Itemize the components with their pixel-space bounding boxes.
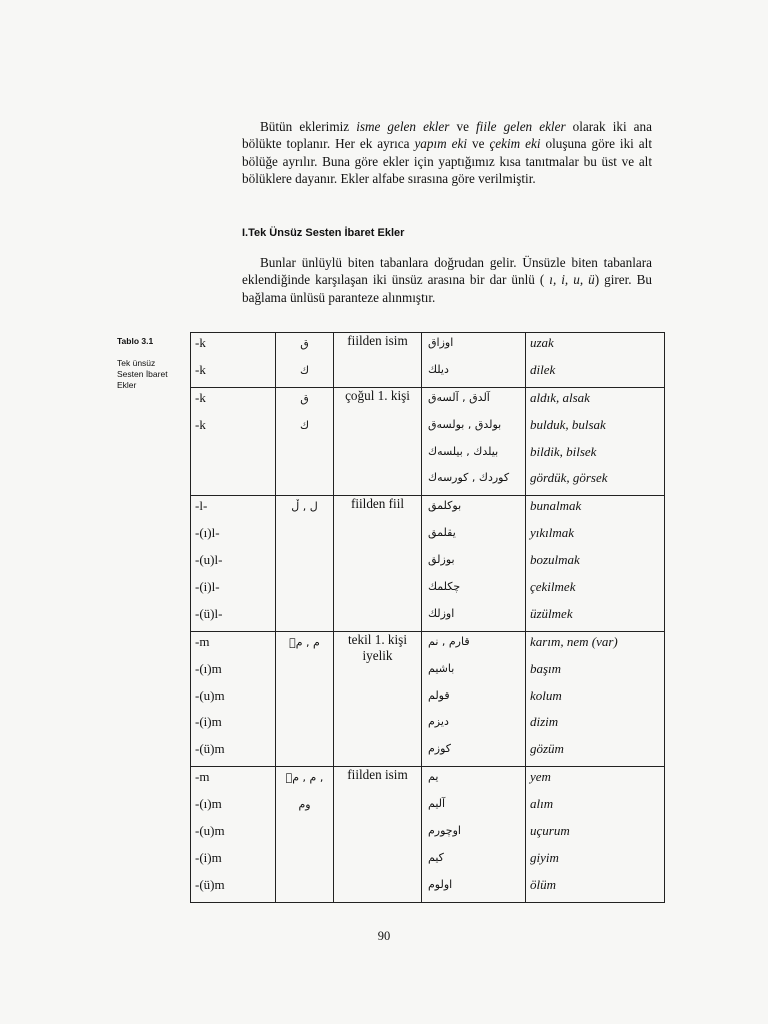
- letter-cell: [276, 333, 334, 388]
- function-text: fiilden isim: [347, 767, 408, 783]
- function-cell: [334, 631, 422, 766]
- suffix-cell: [191, 333, 276, 388]
- arabic-word: بوكلمق: [428, 499, 462, 513]
- suffix-text: -k: [195, 389, 206, 405]
- table-caption-title: Tablo 3.1: [117, 336, 154, 346]
- example-word: aldık, alsak: [530, 389, 590, 405]
- arabic-letter: ق: [300, 337, 309, 350]
- arabic-word: یم: [428, 770, 439, 784]
- example-word: alım: [530, 796, 554, 812]
- example-word: gördük, görsek: [530, 470, 608, 486]
- section-heading: I.Tek Ünsüz Sesten İbaret Ekler: [242, 227, 405, 239]
- suffix-text: -(u)m: [195, 687, 225, 703]
- function-text: fiilden fiil: [350, 496, 405, 512]
- arabic-word: اولوم: [428, 877, 453, 891]
- suffix-text: -l-: [195, 498, 208, 514]
- table-row: [191, 333, 665, 388]
- example-cell: [526, 496, 665, 631]
- text-run: oluşuna göre iki alt bölüğe ayrılır. Buna göre ekler için yaptığımız kısa tanıtmalar bu üst ve alt bölüklere dayanır. Ekler alfabe sırasına göre verilmiştir.: [242, 136, 652, 186]
- text-run: ve: [449, 119, 477, 134]
- suffix-text: -(i)l-: [195, 579, 220, 595]
- arabic-word: كیم: [428, 850, 444, 864]
- table-row: [191, 767, 665, 902]
- arabic-word: بیلدك , بیلسەك: [428, 444, 499, 458]
- text-run: Bütün eklerimiz: [260, 119, 357, 134]
- suffix-table: [190, 332, 665, 903]
- text-run-italic: fiile gelen ekler: [476, 119, 566, 134]
- arabic-cell: [422, 387, 526, 496]
- example-word: gözüm: [530, 741, 564, 757]
- function-text: çoğul 1. kişi: [345, 387, 410, 403]
- example-word: çekilmek: [530, 579, 576, 595]
- example-cell: [526, 333, 665, 388]
- intro-paragraph: [242, 118, 652, 187]
- function-cell: [334, 333, 422, 388]
- suffix-text: -(ü)m: [195, 876, 225, 892]
- letter-cell: [276, 631, 334, 766]
- letter-cell: [276, 767, 334, 902]
- example-word: ölüm: [530, 876, 556, 892]
- suffix-cell: [191, 631, 276, 766]
- suffix-cell: [191, 387, 276, 496]
- example-word: karım, nem (var): [530, 633, 618, 649]
- example-word: dilek: [530, 361, 556, 377]
- table-row: [191, 631, 665, 766]
- suffix-text: -k: [195, 361, 206, 377]
- text-run-italic: isme gelen ekler: [356, 119, 450, 134]
- text-run: ) girer. Bu bağlama ünlüsü paranteze alınmıştır.: [242, 272, 652, 305]
- example-word: bulduk, bulsak: [530, 416, 606, 432]
- text-run: Bunlar ünlüylü biten tabanlara doğrudan gelir. Ünsüzle biten tabanlara eklendiğinde karşılaşan iki ünsüz arasına bir dar ünlü (: [242, 255, 652, 288]
- arabic-word: باشیم: [428, 661, 455, 675]
- suffix-text: -(u)m: [195, 823, 225, 839]
- function-text: tekil 1. kişi iyelik: [348, 631, 407, 663]
- suffix-text: -k: [195, 416, 206, 432]
- text-run-italic: yapım eki: [414, 136, 468, 152]
- arabic-word: چكلمك: [428, 580, 461, 594]
- text-run-italic: ı, i, u, ü: [549, 272, 595, 288]
- arabic-word: اوزلك: [428, 606, 455, 620]
- text-run: olarak iki ana bölükte toplanır. Her ek ayrıca: [242, 119, 652, 152]
- example-word: giyim: [530, 849, 559, 865]
- example-word: bildik, bilsek: [530, 443, 597, 459]
- text-run-italic: çekim eki: [489, 136, 541, 152]
- arabic-word: بوزلق: [428, 553, 455, 567]
- example-cell: [526, 631, 665, 766]
- arabic-cell: [422, 631, 526, 766]
- arabic-letter: ك: [299, 363, 310, 377]
- arabic-word: كوزم: [428, 742, 452, 756]
- arabic-word: قولم: [428, 688, 450, 702]
- letter-cell: [276, 387, 334, 496]
- suffix-text: -(u)l-: [195, 552, 223, 568]
- suffix-table-body: [191, 333, 665, 903]
- arabic-word: كوردك , كورسەك: [428, 471, 510, 485]
- suffix-text: -(ı)l-: [195, 525, 220, 541]
- example-word: başım: [530, 660, 562, 676]
- arabic-letter: وم: [298, 798, 311, 812]
- function-cell: [334, 767, 422, 902]
- arabic-word: بولدق , بولسەق: [428, 417, 502, 431]
- table-row: [191, 496, 665, 631]
- example-word: uçurum: [530, 823, 570, 839]
- arabic-letter: ق: [300, 391, 309, 405]
- suffix-text: -(ı)m: [195, 660, 222, 676]
- example-cell: [526, 767, 665, 902]
- suffix-text: -(ü)m: [195, 741, 225, 757]
- arabic-word: یقلمق: [428, 526, 456, 540]
- text-run: ve: [467, 136, 490, 152]
- suffix-text: -m: [195, 769, 210, 785]
- suffix-cell: [191, 767, 276, 902]
- arabic-word: قارم , نم: [428, 634, 470, 648]
- arabic-word: آلدق , آلسەق: [428, 390, 490, 404]
- arabic-letter: ك: [299, 418, 310, 432]
- suffix-cell: [191, 496, 276, 631]
- function-cell: [334, 387, 422, 496]
- letter-cell: [276, 496, 334, 631]
- function-cell: [334, 496, 422, 631]
- example-word: yem: [530, 769, 551, 785]
- suffix-text: -k: [195, 335, 206, 350]
- section-paragraph: [242, 254, 652, 306]
- example-word: kolum: [530, 687, 562, 703]
- table-row: [191, 387, 665, 496]
- arabic-letter: م , مۭ ,: [285, 771, 324, 785]
- example-word: bunalmak: [530, 498, 582, 514]
- example-word: dizim: [530, 714, 559, 730]
- arabic-letter: ل , ڵ: [291, 500, 318, 514]
- suffix-text: -(ı)m: [195, 796, 222, 812]
- arabic-word: آلیم: [428, 797, 446, 811]
- example-word: bozulmak: [530, 552, 580, 568]
- arabic-word: دیلك: [428, 362, 449, 376]
- page-number: 90: [377, 929, 391, 943]
- arabic-cell: [422, 333, 526, 388]
- example-word: yıkılmak: [530, 525, 575, 541]
- example-word: üzülmek: [530, 605, 573, 621]
- example-word: uzak: [530, 335, 554, 350]
- arabic-word: اوزاق: [428, 336, 454, 349]
- arabic-word: دیزم: [428, 715, 449, 729]
- suffix-text: -(ü)l-: [195, 605, 223, 621]
- table-caption-subtitle: Tek ünsüz Sesten İbaret Ekler: [117, 358, 168, 390]
- function-text: fiilden isim: [347, 333, 408, 348]
- arabic-cell: [422, 767, 526, 902]
- arabic-letter: م , مۭ: [289, 635, 320, 649]
- example-cell: [526, 387, 665, 496]
- suffix-text: -(i)m: [195, 714, 222, 730]
- suffix-text: -(i)m: [195, 849, 222, 865]
- suffix-text: -m: [195, 633, 210, 649]
- arabic-cell: [422, 496, 526, 631]
- arabic-word: اوچورم: [428, 824, 461, 838]
